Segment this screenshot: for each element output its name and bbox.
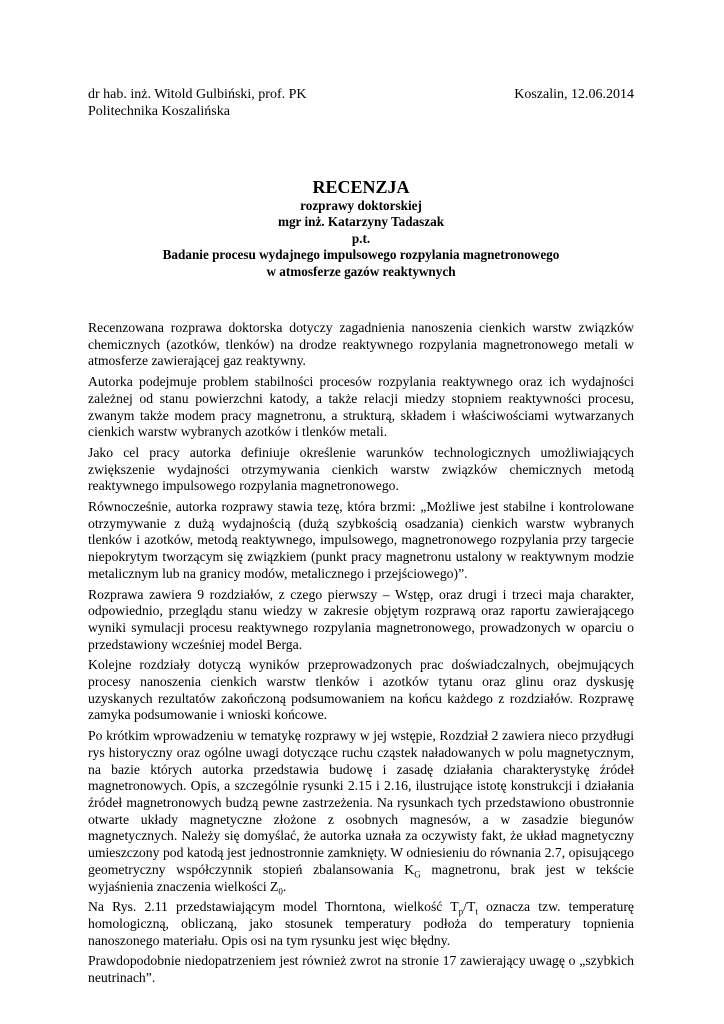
title-line-3: p.t. bbox=[351, 230, 371, 246]
paragraph-7-text-b: magnetronu, brak jest w tekście wyjaśnienia znaczenia wielkości Z bbox=[88, 861, 634, 894]
paragraph-3: Jako cel pracy autorka definiuje określenie warunków technologicznych umożliwiających zwiększenie wydajności otrzymywania cienkich warstw związków chemicznych metodą reaktywnego impulsowego rozpylania magnetronowego. bbox=[88, 444, 634, 494]
title-line-5: w atmosferze gazów reaktywnych bbox=[266, 263, 456, 279]
subscript-t: t bbox=[475, 906, 478, 917]
paragraph-8-text-a: Na Rys. 2.11 przedstawiającym model Thorntona, wielkość T bbox=[88, 899, 459, 915]
place-and-date: Koszalin, 12.06.2014 bbox=[514, 87, 634, 102]
paragraph-7-text-a: Po krótkim wprowadzeniu w tematykę rozprawy w jej wstępie, Rozdział 2 zawiera nieco przydługi rys historyczny oraz ogólne uwagi dotyczące ruchu cząstek naładowanych w polu magnetycznym, na bazie których autorka przedstawia budowę i zasadę działania charakterystykę źródeł magnetronowych. Opis, a szczególnie rysunki 2.15 i 2.16, ilustrujące istotę konstrukcji i działania źródeł magnetronowych budzą pewne zastrzeżenia. Na rysunkach tych przedstawiono obustronnie otwarte układy magnetyczne złożone z osobnych magnesów, a w zasadzie biegunów magnetycznych. Należy się domyślać, że autorka uznała za oczywisty fakt, że układ magnetyczny umieszczony pod katodą jest jednostronnie zamknięty. W odniesieniu do równania 2.7, opisującego geometryczny współczynnik stopień zbalansowania K bbox=[88, 728, 634, 877]
subscript-g: G bbox=[414, 869, 421, 880]
reviewer-name: dr hab. inż. Witold Gulbiński, prof. PK bbox=[88, 87, 307, 102]
paragraph-7-text-c: . bbox=[282, 878, 287, 894]
paragraph-9: Prawdopodobnie niedopatrzeniem jest również zwrot na stronie 17 zawierający uwagę o „szybkich neutrinach”. bbox=[88, 953, 634, 986]
paragraph-2: Autorka podejmuje problem stabilności procesów rozpylania reaktywnego oraz ich wydajności zależnej od stanu powierzchni katody, a także relacji miedzy stopniem reaktywności procesu, zwanym także modem pracy magnetronu, a strukturą, składem i właściwościami wytwarzanych cienkich warstw wybranych azotków i tlenków metali. bbox=[88, 374, 634, 440]
paragraph-8 bbox=[88, 899, 634, 949]
paragraph-1: Recenzowana rozprawa doktorska dotyczy zagadnienia nanoszenia cienkich warstw związków chemicznych (azotków, tlenków) na drodze reaktywnego rozpylania magnetronowego metali w atmosferze zawierającej gaz reaktywny. bbox=[88, 320, 634, 369]
document-title: RECENZJA bbox=[312, 177, 410, 197]
subscript-0: 0 bbox=[278, 886, 283, 897]
title-line-2: mgr inż. Katarzyny Tadaszak bbox=[277, 214, 445, 230]
document-header bbox=[88, 86, 634, 120]
paragraph-7 bbox=[88, 728, 634, 895]
header-row bbox=[88, 86, 634, 103]
review-body bbox=[88, 320, 634, 991]
title-line-4: Badanie procesu wydajnego impulsowego rozpylania magnetronowego bbox=[162, 247, 560, 263]
title-line-1: rozprawy doktorskiej bbox=[300, 198, 422, 213]
subscript-p: p bbox=[458, 906, 464, 917]
paragraph-6: Kolejne rozdziały dotyczą wyników przeprowadzonych prac doświadczalnych, obejmujących procesy nanoszenia cienkich warstw tlenków i azotków tytanu oraz glinu oraz dyskusję uzyskanych rezultatów zakończoną podsumowaniem na końcu każdego z rozdziałów. Rozprawę zamyka podsumowanie i wnioski końcowe. bbox=[88, 657, 634, 723]
paragraph-8-text-c: oznacza tzw. temperaturę homologiczną, obliczaną, jako stosunek temperatury podłoża do temperatury topnienia nanoszonego materiału. Opis osi na tym rysunku jest więc błędny. bbox=[88, 899, 635, 948]
paragraph-5: Rozprawa zawiera 9 rozdziałów, z czego pierwszy – Wstęp, oraz drugi i trzeci maja charakter, odpowiednio, przeglądu stanu wiedzy w zakresie objętym rozprawą oraz raportu zawierającego wyniki symulacji procesu reaktywnego rozpylania magnetronowego, prowadzonych w oparciu o przedstawiony wcześniej model Berga. bbox=[88, 586, 634, 652]
paragraph-4: Równocześnie, autorka rozprawy stawia tezę, która brzmi: „Możliwe jest stabilne i kontrolowane otrzymywanie z dużą wydajnością (dużą szybkością osadzania) cienkich warstw wybranych tlenków i azotków, metodą reaktywnego, impulsowego, magnetronowego rozpylania przy targecie niepokrytym tworzącym się związkiem (punkt pracy magnetronu ustalony w reaktywnym modzie metalicznym lub na granicy modów, metalicznego i przejściowego)”. bbox=[88, 499, 634, 581]
reviewer-institution: Politechnika Koszalińska bbox=[88, 104, 230, 119]
paragraph-8-text-b: /T bbox=[463, 899, 476, 915]
title-block bbox=[88, 176, 634, 280]
